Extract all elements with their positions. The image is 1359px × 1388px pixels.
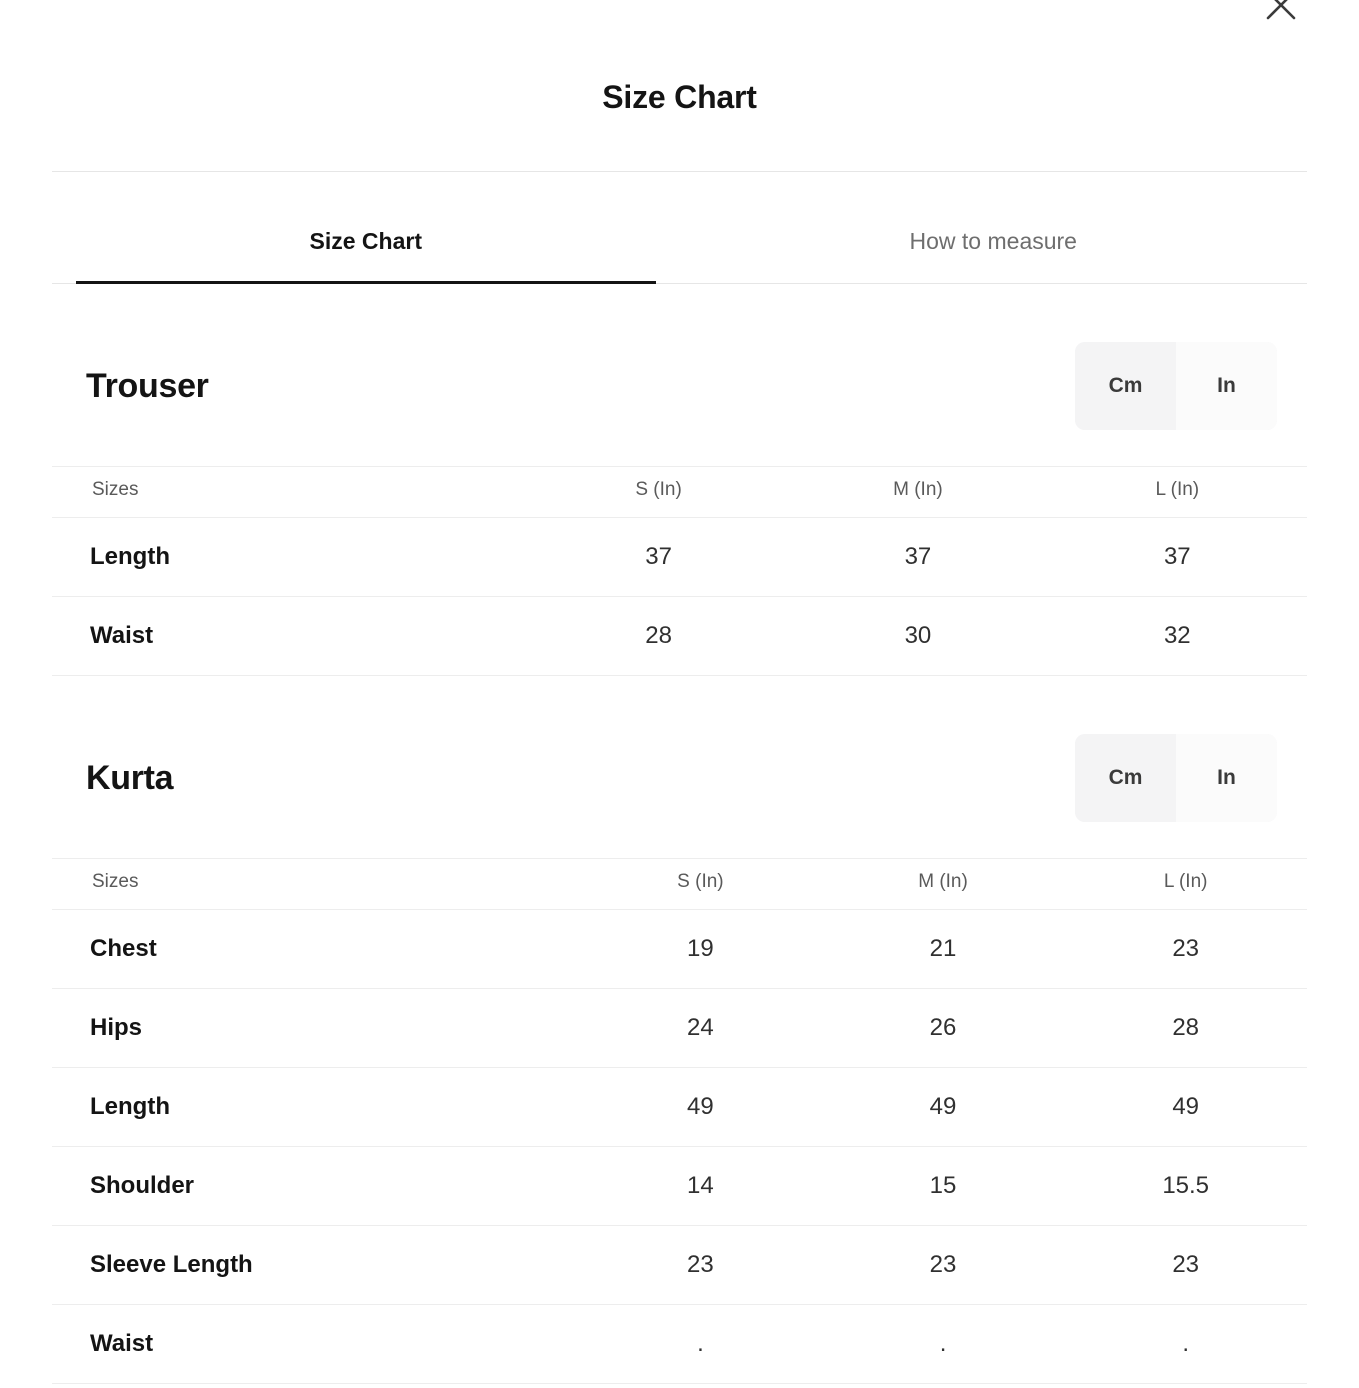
cell-m: 21 [822, 910, 1065, 989]
row-label: Hips [52, 989, 579, 1068]
table-row [52, 518, 1307, 597]
cell-s: 28 [529, 597, 788, 676]
table-row [52, 910, 1307, 989]
section-title-trouser: Trouser [86, 366, 209, 405]
close-icon[interactable] [1254, 0, 1308, 32]
cell-l: 23 [1064, 910, 1307, 989]
table-header-row [52, 859, 1307, 910]
unit-toggle-trouser [1075, 342, 1277, 430]
cell-s: 37 [529, 518, 788, 597]
cell-m: . [822, 1305, 1065, 1384]
table-header-m: M (In) [788, 467, 1047, 518]
row-label: Chest [52, 910, 579, 989]
cell-l: 23 [1064, 1226, 1307, 1305]
size-table-kurta [52, 858, 1307, 1384]
cell-m: 23 [822, 1226, 1065, 1305]
cell-l: 28 [1064, 989, 1307, 1068]
table-header-s: S (In) [529, 467, 788, 518]
table-header-sizes: Sizes [52, 467, 529, 518]
cell-s: 14 [579, 1147, 822, 1226]
cell-s: 23 [579, 1226, 822, 1305]
unit-toggle-kurta [1075, 734, 1277, 822]
row-label: Sleeve Length [52, 1226, 579, 1305]
cell-s: 24 [579, 989, 822, 1068]
cell-l: 32 [1048, 597, 1307, 676]
modal-header [52, 0, 1307, 172]
section-header-kurta [52, 676, 1307, 822]
page-title: Size Chart [602, 79, 757, 115]
cell-m: 15 [822, 1147, 1065, 1226]
cell-l: . [1064, 1305, 1307, 1384]
cell-s: 49 [579, 1068, 822, 1147]
section-trouser [52, 284, 1307, 676]
cell-s: . [579, 1305, 822, 1384]
cell-m: 49 [822, 1068, 1065, 1147]
tab-bar [52, 172, 1307, 284]
section-kurta [52, 676, 1307, 1384]
table-header-l: L (In) [1064, 859, 1307, 910]
table-row [52, 1226, 1307, 1305]
table-row [52, 597, 1307, 676]
unit-button-cm-kurta[interactable]: Cm [1075, 734, 1176, 822]
table-header-sizes: Sizes [52, 859, 579, 910]
cell-l: 49 [1064, 1068, 1307, 1147]
cell-l: 15.5 [1064, 1147, 1307, 1226]
row-label: Shoulder [52, 1147, 579, 1226]
tab-how-to-measure[interactable]: How to measure [680, 172, 1308, 283]
row-label: Waist [52, 1305, 579, 1384]
table-row [52, 1147, 1307, 1226]
unit-button-in-kurta[interactable]: In [1176, 734, 1277, 822]
unit-button-cm-trouser[interactable]: Cm [1075, 342, 1176, 430]
table-header-m: M (In) [822, 859, 1065, 910]
section-title-kurta: Kurta [86, 758, 174, 797]
table-row [52, 1068, 1307, 1147]
section-header-trouser [52, 284, 1307, 430]
table-row [52, 1305, 1307, 1384]
cell-s: 19 [579, 910, 822, 989]
table-header-s: S (In) [579, 859, 822, 910]
table-header-l: L (In) [1048, 467, 1307, 518]
tab-size-chart[interactable]: Size Chart [52, 172, 680, 283]
unit-button-in-trouser[interactable]: In [1176, 342, 1277, 430]
cell-m: 26 [822, 989, 1065, 1068]
cell-m: 37 [788, 518, 1047, 597]
row-label: Length [52, 518, 529, 597]
row-label: Waist [52, 597, 529, 676]
row-label: Length [52, 1068, 579, 1147]
size-table-trouser [52, 466, 1307, 676]
cell-l: 37 [1048, 518, 1307, 597]
table-header-row [52, 467, 1307, 518]
table-row [52, 989, 1307, 1068]
cell-m: 30 [788, 597, 1047, 676]
